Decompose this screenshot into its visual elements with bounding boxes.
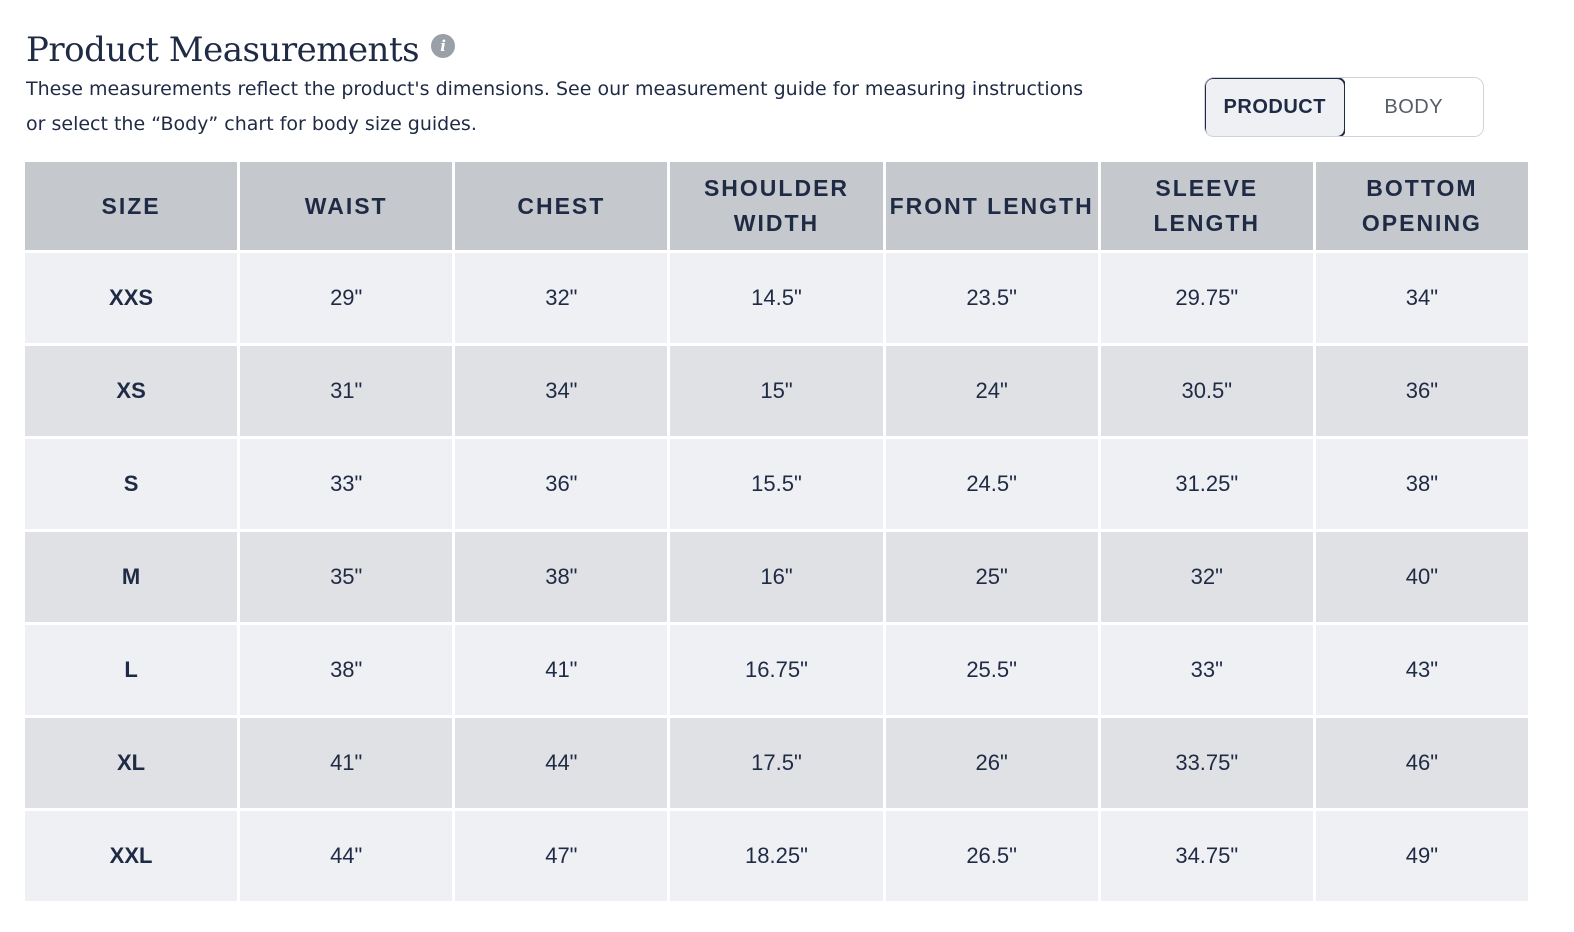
sleeve-length-cell: 31.25" bbox=[1101, 439, 1313, 529]
shoulder-width-cell: 18.25" bbox=[670, 811, 882, 901]
product-toggle-button[interactable]: PRODUCT bbox=[1204, 77, 1346, 137]
title-row bbox=[26, 28, 455, 72]
column-header-bottom-opening: BOTTOM OPENING bbox=[1316, 162, 1528, 250]
waist-cell: 33" bbox=[240, 439, 452, 529]
size-cell: XS bbox=[25, 346, 237, 436]
shoulder-width-cell: 16" bbox=[670, 532, 882, 622]
front-length-cell: 24" bbox=[886, 346, 1098, 436]
chest-cell: 36" bbox=[455, 439, 667, 529]
table-row bbox=[25, 718, 1528, 808]
bottom-opening-cell: 34" bbox=[1316, 253, 1528, 343]
waist-cell: 38" bbox=[240, 625, 452, 715]
front-length-cell: 26.5" bbox=[886, 811, 1098, 901]
front-length-cell: 26" bbox=[886, 718, 1098, 808]
measurements-table-container bbox=[25, 162, 1528, 901]
size-cell: S bbox=[25, 439, 237, 529]
column-header-sleeve-length: SLEEVE LENGTH bbox=[1101, 162, 1313, 250]
table-row bbox=[25, 532, 1528, 622]
table-row bbox=[25, 811, 1528, 901]
body-toggle-button[interactable]: BODY bbox=[1345, 78, 1484, 136]
size-cell: XL bbox=[25, 718, 237, 808]
size-cell: L bbox=[25, 625, 237, 715]
page-description: These measurements reflect the product's dimensions. See our measurement guide for measuring instructions or select the “Body” chart for body size guides. bbox=[26, 78, 1084, 135]
chest-cell: 38" bbox=[455, 532, 667, 622]
front-length-cell: 24.5" bbox=[886, 439, 1098, 529]
size-cell: XXL bbox=[25, 811, 237, 901]
sleeve-length-cell: 33" bbox=[1101, 625, 1313, 715]
waist-cell: 29" bbox=[240, 253, 452, 343]
column-header-chest: CHEST bbox=[455, 162, 667, 250]
chest-cell: 47" bbox=[455, 811, 667, 901]
waist-cell: 44" bbox=[240, 811, 452, 901]
chest-cell: 41" bbox=[455, 625, 667, 715]
front-length-cell: 25" bbox=[886, 532, 1098, 622]
shoulder-width-cell: 14.5" bbox=[670, 253, 882, 343]
column-header-waist: WAIST bbox=[240, 162, 452, 250]
sleeve-length-cell: 33.75" bbox=[1101, 718, 1313, 808]
shoulder-width-cell: 16.75" bbox=[670, 625, 882, 715]
table-row bbox=[25, 253, 1528, 343]
chest-cell: 44" bbox=[455, 718, 667, 808]
column-header-front-length: FRONT LENGTH bbox=[886, 162, 1098, 250]
shoulder-width-cell: 15" bbox=[670, 346, 882, 436]
info-icon[interactable]: i bbox=[431, 34, 455, 58]
table-row bbox=[25, 346, 1528, 436]
chart-toggle bbox=[1204, 77, 1484, 137]
bottom-opening-cell: 40" bbox=[1316, 532, 1528, 622]
sleeve-length-cell: 29.75" bbox=[1101, 253, 1313, 343]
chest-cell: 32" bbox=[455, 253, 667, 343]
waist-cell: 41" bbox=[240, 718, 452, 808]
table-row bbox=[25, 625, 1528, 715]
table-header-row bbox=[25, 162, 1528, 250]
measurements-table bbox=[22, 159, 1531, 904]
bottom-opening-cell: 49" bbox=[1316, 811, 1528, 901]
size-cell: M bbox=[25, 532, 237, 622]
shoulder-width-cell: 15.5" bbox=[670, 439, 882, 529]
bottom-opening-cell: 36" bbox=[1316, 346, 1528, 436]
sleeve-length-cell: 30.5" bbox=[1101, 346, 1313, 436]
page-title: Product Measurements bbox=[26, 30, 420, 70]
bottom-opening-cell: 38" bbox=[1316, 439, 1528, 529]
chest-cell: 34" bbox=[455, 346, 667, 436]
front-length-cell: 25.5" bbox=[886, 625, 1098, 715]
waist-cell: 35" bbox=[240, 532, 452, 622]
column-header-size: SIZE bbox=[25, 162, 237, 250]
column-header-shoulder-width: SHOULDER WIDTH bbox=[670, 162, 882, 250]
bottom-opening-cell: 43" bbox=[1316, 625, 1528, 715]
shoulder-width-cell: 17.5" bbox=[670, 718, 882, 808]
front-length-cell: 23.5" bbox=[886, 253, 1098, 343]
sleeve-length-cell: 32" bbox=[1101, 532, 1313, 622]
sleeve-length-cell: 34.75" bbox=[1101, 811, 1313, 901]
size-cell: XXS bbox=[25, 253, 237, 343]
table-row bbox=[25, 439, 1528, 529]
waist-cell: 31" bbox=[240, 346, 452, 436]
bottom-opening-cell: 46" bbox=[1316, 718, 1528, 808]
